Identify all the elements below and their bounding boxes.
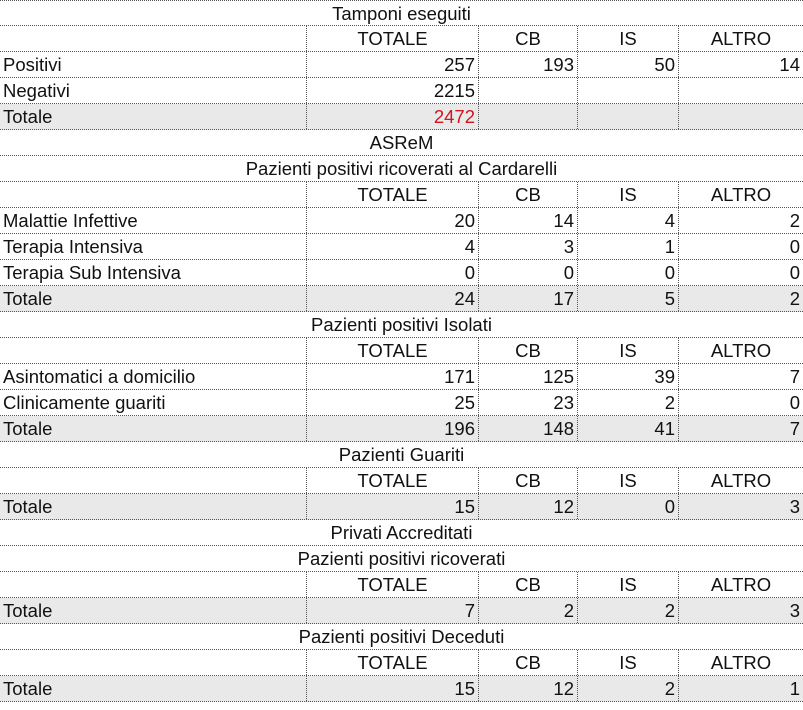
cell-is[interactable]: 39 [577,364,678,389]
section-title[interactable]: Privati Accreditati [330,522,473,543]
row-label[interactable]: Totale [3,600,53,621]
header-row [0,182,803,208]
cell-is[interactable]: 2 [577,598,678,623]
cell-cb[interactable]: 0 [478,260,577,285]
header-row [0,468,803,494]
row-label[interactable]: Totale [3,678,53,699]
header-altro[interactable]: ALTRO [678,338,803,363]
header-cell-empty[interactable] [0,26,306,51]
cell-altro[interactable]: 7 [678,364,803,389]
header-cb[interactable]: CB [478,182,577,207]
header-altro[interactable]: ALTRO [678,26,803,51]
cell-altro[interactable]: 2 [678,208,803,233]
cell-is[interactable]: 2 [577,390,678,415]
header-cell-empty[interactable] [0,572,306,597]
cell-is[interactable] [577,78,678,103]
section-title-row [0,442,803,468]
table-row [0,234,803,260]
section-title[interactable]: Pazienti positivi ricoverati al Cardarelli [245,158,558,179]
total-row [0,494,803,520]
header-row [0,26,803,52]
section-title[interactable]: ASReM [369,132,434,153]
header-altro[interactable]: ALTRO [678,650,803,675]
cell-totale-highlighted[interactable]: 2472 [306,104,478,129]
cell-totale[interactable]: 171 [306,364,478,389]
cell-cb[interactable]: 12 [478,676,577,701]
cell-is[interactable]: 1 [577,234,678,259]
cell-altro[interactable]: 0 [678,390,803,415]
section-title-row [0,546,803,572]
cell-cb[interactable]: 2 [478,598,577,623]
cell-is[interactable] [577,104,678,129]
header-altro[interactable]: ALTRO [678,468,803,493]
header-totale[interactable]: TOTALE [306,182,478,207]
row-label[interactable]: Clinicamente guariti [3,392,166,413]
header-altro[interactable]: ALTRO [678,572,803,597]
section-title[interactable]: Tamponi eseguiti [332,3,471,24]
section-title-row [0,312,803,338]
header-cell-empty[interactable] [0,182,306,207]
header-altro[interactable]: ALTRO [678,182,803,207]
cell-altro[interactable] [678,78,803,103]
row-label[interactable]: Totale [3,418,53,439]
cell-totale[interactable]: 0 [306,260,478,285]
header-cb[interactable]: CB [478,468,577,493]
cell-altro[interactable]: 3 [678,494,803,519]
table-row [0,364,803,390]
cell-totale[interactable]: 25 [306,390,478,415]
total-row [0,676,803,702]
section-title[interactable]: Pazienti Guariti [338,444,465,465]
header-cb[interactable]: CB [478,26,577,51]
cell-is[interactable]: 2 [577,676,678,701]
cell-totale[interactable]: 196 [306,416,478,441]
total-row [0,416,803,442]
row-label[interactable]: Negativi [3,80,70,101]
row-label[interactable]: Totale [3,288,53,309]
table-row [0,52,803,78]
cell-totale[interactable]: 257 [306,52,478,77]
row-label[interactable]: Terapia Sub Intensiva [3,262,181,283]
cell-altro[interactable]: 0 [678,234,803,259]
header-totale[interactable]: TOTALE [306,468,478,493]
header-totale[interactable]: TOTALE [306,650,478,675]
cell-cb[interactable]: 3 [478,234,577,259]
cell-cb[interactable] [478,104,577,129]
cell-altro[interactable]: 3 [678,598,803,623]
row-label[interactable]: Malattie Infettive [3,210,138,231]
cell-cb[interactable]: 23 [478,390,577,415]
row-label[interactable]: Totale [3,496,53,517]
header-cell-empty[interactable] [0,468,306,493]
cell-totale[interactable]: 7 [306,598,478,623]
header-is[interactable]: IS [577,338,678,363]
cell-altro[interactable]: 14 [678,52,803,77]
row-label[interactable]: Terapia Intensiva [3,236,143,257]
cell-altro[interactable] [678,104,803,129]
cell-is[interactable]: 4 [577,208,678,233]
header-totale[interactable]: TOTALE [306,572,478,597]
row-label[interactable]: Asintomatici a domicilio [3,366,196,387]
header-cb[interactable]: CB [478,338,577,363]
cell-totale[interactable]: 4 [306,234,478,259]
cell-is[interactable]: 0 [577,494,678,519]
section-title[interactable]: Pazienti positivi Isolati [311,314,492,335]
row-label[interactable]: Totale [3,106,53,127]
row-label[interactable]: Positivi [3,54,62,75]
cell-totale[interactable]: 15 [306,494,478,519]
cell-totale[interactable]: 20 [306,208,478,233]
header-totale[interactable]: TOTALE [306,338,478,363]
cell-is[interactable]: 50 [577,52,678,77]
cell-totale[interactable]: 2215 [306,78,478,103]
cell-cb[interactable]: 148 [478,416,577,441]
header-cell-empty[interactable] [0,650,306,675]
cell-totale[interactable]: 15 [306,676,478,701]
total-row [0,286,803,312]
section-title-row [0,624,803,650]
cell-altro[interactable]: 1 [678,676,803,701]
table-row [0,78,803,104]
cell-totale[interactable]: 24 [306,286,478,311]
total-row [0,104,803,130]
section-title-row [0,0,803,26]
cell-cb[interactable]: 17 [478,286,577,311]
header-row [0,572,803,598]
cell-altro[interactable]: 7 [678,416,803,441]
cell-altro[interactable]: 0 [678,260,803,285]
header-cb[interactable]: CB [478,572,577,597]
header-is[interactable]: IS [577,572,678,597]
cell-is[interactable]: 5 [577,286,678,311]
header-totale[interactable]: TOTALE [306,26,478,51]
header-is[interactable]: IS [577,26,678,51]
cell-altro[interactable]: 2 [678,286,803,311]
cell-cb[interactable]: 12 [478,494,577,519]
section-title-row [0,520,803,546]
section-title-row [0,156,803,182]
table-row [0,390,803,416]
table-row [0,208,803,234]
section-title-row [0,130,803,156]
table-row [0,260,803,286]
header-is[interactable]: IS [577,468,678,493]
header-cb[interactable]: CB [478,650,577,675]
cell-is[interactable]: 0 [577,260,678,285]
section-title[interactable]: Pazienti positivi Deceduti [298,626,505,647]
cell-cb[interactable] [478,78,577,103]
cell-is[interactable]: 41 [577,416,678,441]
header-is[interactable]: IS [577,650,678,675]
header-is[interactable]: IS [577,182,678,207]
header-row [0,650,803,676]
cell-cb[interactable]: 125 [478,364,577,389]
cell-cb[interactable]: 14 [478,208,577,233]
total-row [0,598,803,624]
section-title[interactable]: Pazienti positivi ricoverati [297,548,506,569]
cell-cb[interactable]: 193 [478,52,577,77]
header-row [0,338,803,364]
header-cell-empty[interactable] [0,338,306,363]
